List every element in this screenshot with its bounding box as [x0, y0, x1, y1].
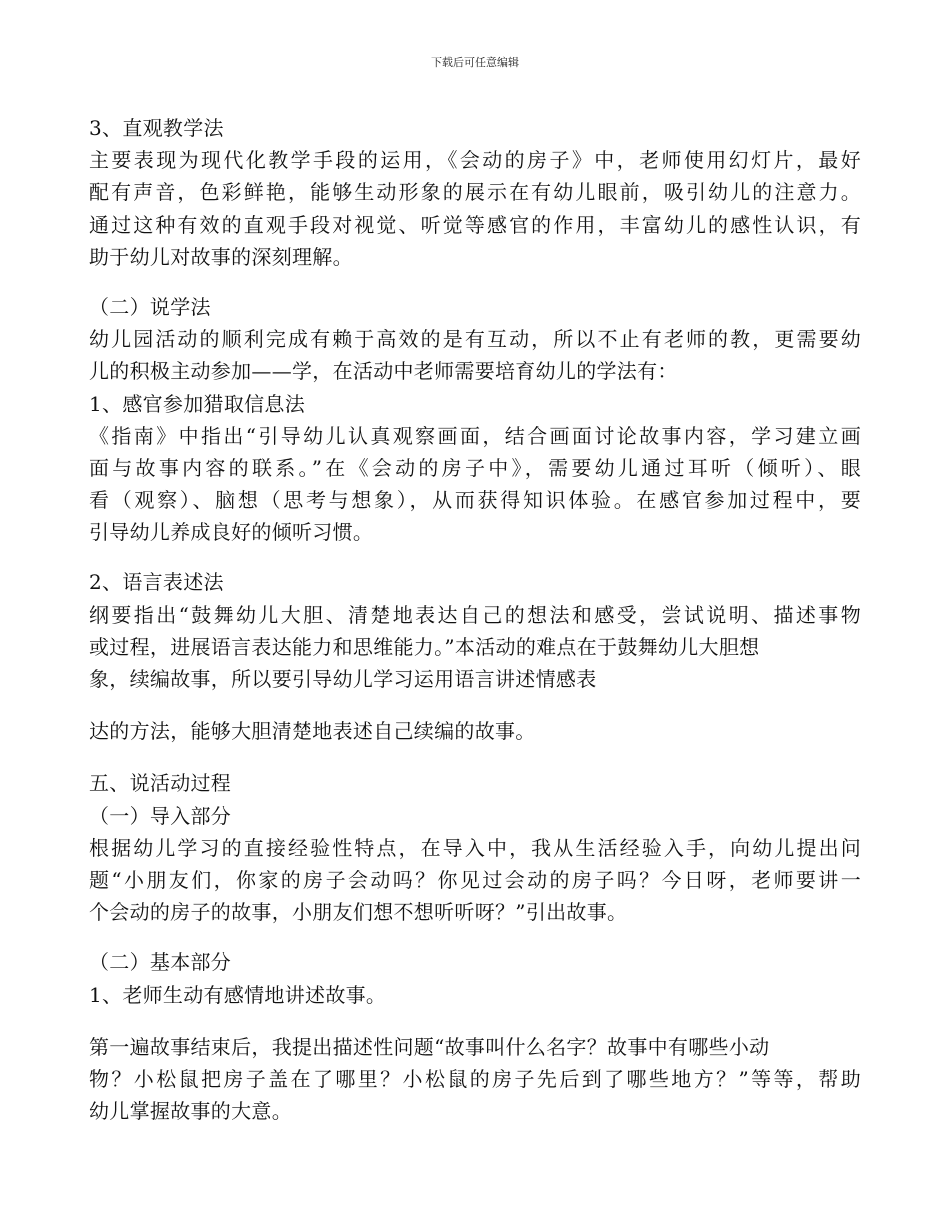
- paragraph-line: 题“小朋友们，你家的房子会动吗？你见过会动的房子吗？今日呀，老师要讲一: [89, 867, 861, 892]
- paragraph-line: 面与故事内容的联系。”在《会动的房子中》，需要幼儿通过耳听（倾听）、眼: [89, 455, 861, 480]
- paragraph-line: 儿的积极主动参加——学，在活动中老师需要培育幼儿的学法有：: [89, 359, 678, 384]
- paragraph-line: 象，续编故事，所以要引导幼儿学习运用语言讲述情感表: [89, 667, 597, 691]
- paragraph-line: 主要表现为现代化教学手段的运用，《会动的房子》中，老师使用幻灯片，最好: [89, 148, 861, 173]
- paragraph-line: 或过程，进展语言表达能力和思维能力。”本活动的难点在于鼓舞幼儿大胆想: [89, 634, 760, 659]
- paragraph-line: 达的方法，能够大胆清楚地表述自己续编的故事。: [89, 719, 536, 744]
- paragraph-line: 幼儿园活动的顺利完成有赖于高效的是有互动，所以不止有老师的教，更需要幼: [89, 327, 861, 352]
- paragraph-line: 看（观察）、脑想（思考与想象），从而获得知识体验。在感官参加过程中，要: [89, 488, 861, 513]
- paragraph-line: 纲要指出“鼓舞幼儿大胆、清楚地表达自己的想法和感受，尝试说明、描述事物: [89, 602, 861, 627]
- paragraph-line: 根据幼儿学习的直接经验性特点，在导入中，我从生活经验入手，向幼儿提出问: [89, 835, 861, 860]
- section-heading: （二）说学法: [89, 294, 211, 319]
- paragraph-line: 助于幼儿对故事的深刻理解。: [89, 244, 353, 269]
- section-heading: 五、说活动过程: [89, 771, 232, 796]
- section-heading: （二）基本部分: [89, 950, 232, 975]
- paragraph-line: 物？小松鼠把房子盖在了哪里？小松鼠的房子先后到了哪些地方？”等等，帮助: [89, 1066, 861, 1091]
- section-heading: 1、感官参加猎取信息法: [89, 391, 306, 416]
- paragraph-line: 配有声音，色彩鲜艳，能够生动形象的展示在有幼儿眼前，吸引幼儿的注意力。: [89, 180, 861, 205]
- section-heading: 2、语言表述法: [89, 570, 224, 595]
- paragraph-line: 通过这种有效的直观手段对视觉、听觉等感官的作用，丰富幼儿的感性认识，有: [89, 212, 861, 237]
- section-heading: 1、老师生动有感情地讲述故事。: [89, 982, 387, 1007]
- page-header: 下载后可任意编辑: [431, 56, 519, 69]
- paragraph-line: 幼儿掌握故事的大意。: [89, 1099, 292, 1124]
- document-body: [89, 112, 861, 1127]
- paragraph-line: 第一遍故事结束后，我提出描述性问题“故事叫什么名字？故事中有哪些小动: [89, 1034, 770, 1059]
- section-heading: 3、直观教学法: [89, 116, 224, 140]
- section-heading: （一）导入部分: [89, 803, 232, 828]
- paragraph-line: 引导幼儿养成良好的倾听习惯。: [89, 520, 374, 545]
- paragraph-line: 个会动的房子的故事，小朋友们想不想听听呀？”引出故事。: [89, 900, 628, 925]
- paragraph-line: 《指南》中指出“引导幼儿认真观察画面，结合画面讨论故事内容，学习建立画: [89, 423, 861, 448]
